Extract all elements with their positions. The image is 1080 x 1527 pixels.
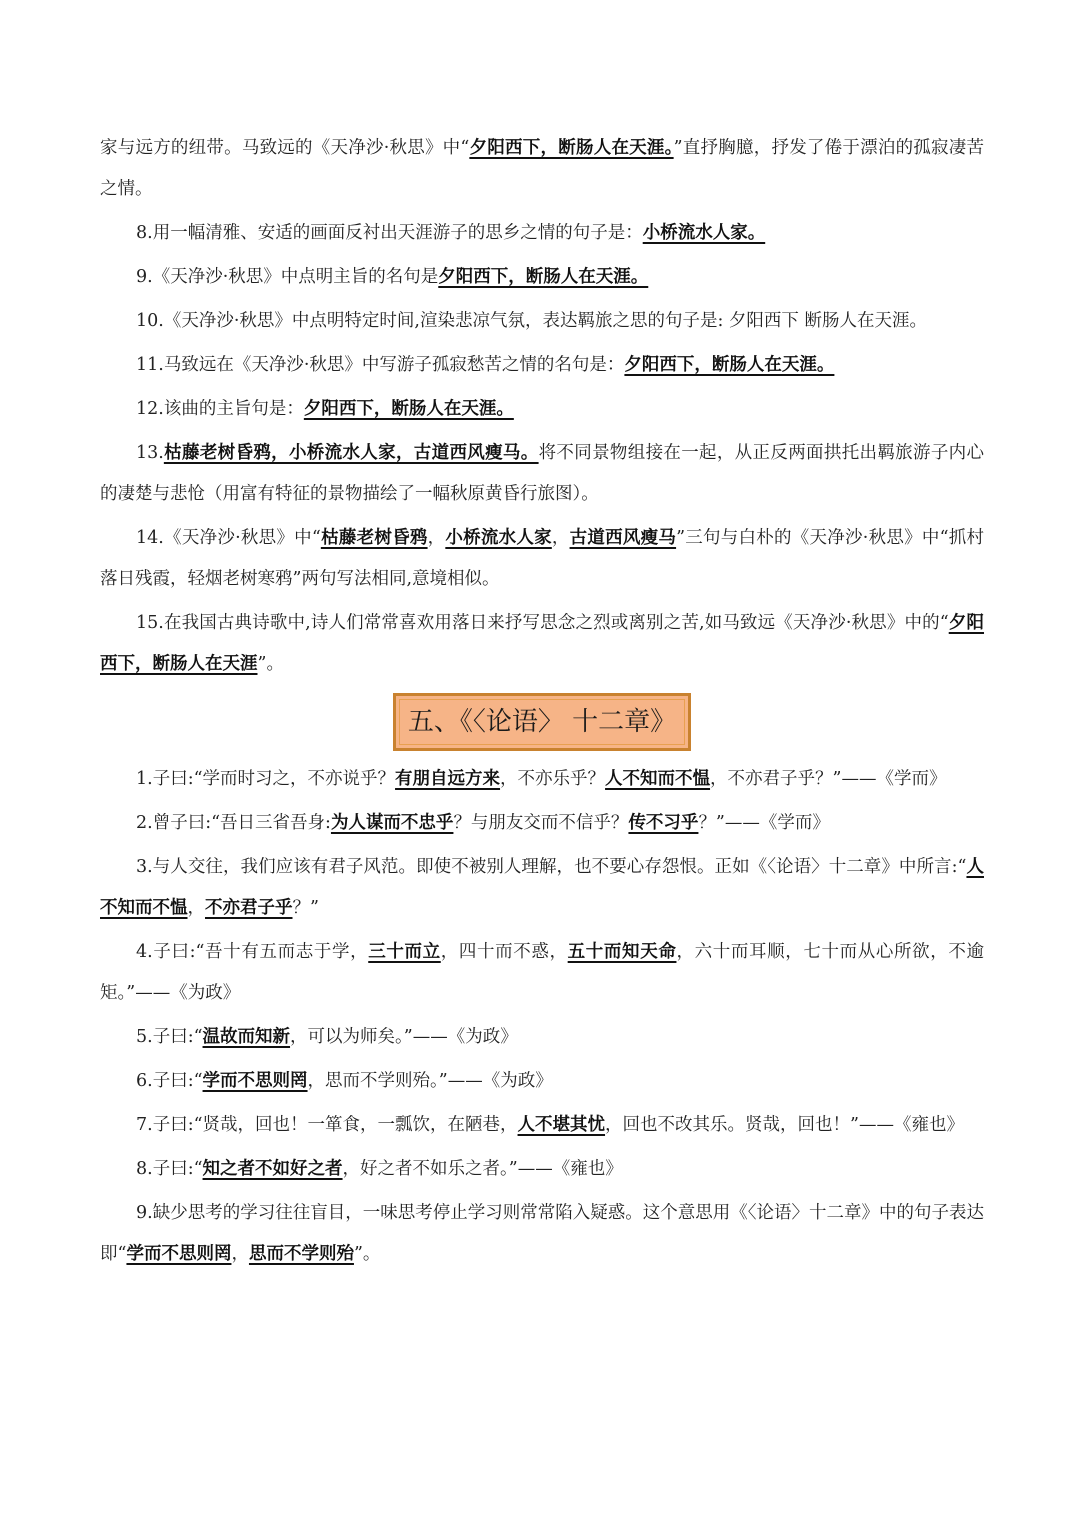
- body-text: ，思而不学则殆。”——《为政》: [307, 1071, 553, 1091]
- body-text: 11.马致远在《天净沙·秋思》中写游子孤寂愁苦之情的名句是：: [136, 355, 625, 375]
- body-text: ？”: [292, 898, 319, 918]
- list-item: [100, 932, 984, 1014]
- body-text: ，不亦乐乎？: [500, 769, 606, 789]
- answer-text: 温故而知新: [202, 1027, 291, 1047]
- body-text: ”。: [257, 654, 284, 674]
- list-item: [100, 128, 984, 210]
- list-item: [100, 257, 984, 298]
- body-text: 5.子曰:“: [136, 1027, 203, 1047]
- answer-text: 枯藤老树昏鸦，小桥流水人家，古道西风瘦马。: [163, 443, 539, 463]
- answer-text: 人不堪其忧: [517, 1115, 606, 1135]
- list-item: [100, 213, 984, 254]
- list-item: [100, 433, 984, 515]
- body-text: ，不亦君子乎？”——《学而》: [710, 769, 947, 789]
- answer-text: 思而不学则殆: [248, 1244, 354, 1264]
- list-item: [100, 1149, 984, 1190]
- list-item: [100, 345, 984, 386]
- body-text: 13.: [136, 443, 164, 463]
- body-text: 9.缺少思考的学习往往盲目，一味思考停止学习则常常陷入疑惑。这个意思用《〈论语〉十二章》中的句子表达即“: [100, 1203, 984, 1264]
- body-text: ，: [551, 528, 570, 548]
- body-text: ，: [427, 528, 446, 548]
- section-heading-wrap: [100, 693, 984, 753]
- body-text: 2.曾子曰:“吾日三省吾身:: [136, 813, 331, 833]
- answer-text: 知之者不如好之者: [202, 1159, 343, 1179]
- section-heading-lunyu: 五、《〈论语〉 十二章》: [393, 693, 691, 751]
- body-text: ”。: [353, 1244, 381, 1264]
- answer-text: 人不知而不愠: [100, 857, 984, 918]
- body-text: ？”——《学而》: [698, 813, 830, 833]
- body-text: 12.该曲的主旨句是：: [136, 399, 304, 419]
- body-text: ？与朋友交而不信乎？: [453, 813, 629, 833]
- body-text: 6.子曰:“: [136, 1071, 203, 1091]
- answer-text: 学而不思则罔: [202, 1071, 308, 1091]
- body-text: ”三句与白朴的《天净沙·秋思》中“抓村落日残霞，轻烟老树寒鸦”两句写法相同,意境相似。: [100, 528, 985, 589]
- answer-text: 夕阳西下，断肠人在天涯: [100, 613, 985, 674]
- answer-text: 为人谋而不忠乎: [330, 813, 454, 833]
- body-text: ，: [231, 1244, 249, 1264]
- body-text: ，好之者不如乐之者。”——《雍也》: [342, 1159, 623, 1179]
- answer-text: 人不知而不愠: [605, 769, 711, 789]
- list-item: [100, 1061, 984, 1102]
- list-item: [100, 759, 984, 800]
- body-text: 10.《天净沙·秋思》中点明特定时间,渲染悲凉气氛，表达羁旅之思的句子是: 夕阳西下 断肠人在天涯。: [136, 311, 927, 331]
- answer-text: 小桥流水人家: [445, 528, 552, 548]
- section-tianjingsha-list: [100, 128, 984, 685]
- body-text: ”直抒胸臆，抒发了倦于漂泊的孤寂凄苦之情。: [100, 138, 984, 199]
- answer-text: 有朋自远方来: [395, 769, 501, 789]
- list-item: [100, 1193, 984, 1275]
- body-text: 9.《天净沙·秋思》中点明主旨的名句是: [136, 267, 439, 287]
- body-text: 8.子曰:“: [136, 1159, 203, 1179]
- list-item: [100, 603, 984, 685]
- document-page: [100, 128, 984, 1275]
- list-item: [100, 1105, 984, 1146]
- answer-text: 五十而知天命: [567, 942, 677, 962]
- section-lunyu-list: [100, 759, 984, 1275]
- answer-text: 枯藤老树昏鸦: [320, 528, 428, 548]
- body-text: ，回也不改其乐。贤哉，回也！”——《雍也》: [605, 1115, 964, 1135]
- body-text: 14.《天净沙·秋思》中“: [136, 528, 321, 548]
- body-text: 1.子曰:“学而时习之，不亦说乎？: [136, 769, 396, 789]
- answer-text: 夕阳西下，断肠人在天涯。: [438, 267, 649, 287]
- list-item: [100, 803, 984, 844]
- list-item: [100, 847, 984, 929]
- answer-text: 夕阳西下，断肠人在天涯。: [624, 355, 835, 375]
- body-text: 8.用一幅清雅、安适的画面反衬出天涯游子的思乡之情的句子是：: [136, 223, 643, 243]
- body-text: 将不同景物组接在一起，从正反两面拱托出羁旅游子内心的凄楚与悲怆（用富有特征的景物描绘了一幅秋原黄昏行旅图）。: [100, 443, 984, 504]
- body-text: 7.子曰:“贤哉，回也！一箪食，一瓢饮，在陋巷，: [136, 1115, 518, 1135]
- answer-text: 学而不思则罔: [126, 1244, 232, 1264]
- answer-text: 夕阳西下，断肠人在天涯。: [469, 138, 674, 158]
- list-item: [100, 1017, 984, 1058]
- list-item: [100, 389, 984, 430]
- answer-text: 古道西风瘦马: [569, 528, 677, 548]
- body-text: 4.子曰:“吾十有五而志于学，: [136, 942, 369, 962]
- answer-text: 传不习乎: [628, 813, 699, 833]
- answer-text: 小桥流水人家。: [642, 223, 766, 243]
- body-text: 15.在我国古典诗歌中,诗人们常常喜欢用落日来抒写思念之烈或离别之苦,如马致远《天净沙·秋思》中的“: [136, 613, 949, 633]
- answer-text: 三十而立: [368, 942, 441, 962]
- body-text: 3.与人交往，我们应该有君子风范。即使不被别人理解，也不要心存怨恨。正如《〈论语〉十二章》中所言:“: [136, 857, 967, 877]
- body-text: ，四十而不惑，: [440, 942, 568, 962]
- list-item: [100, 518, 984, 600]
- list-item: [100, 301, 984, 342]
- answer-text: 夕阳西下，断肠人在天涯。: [303, 399, 514, 419]
- body-text: ，可以为师矣。”——《为政》: [290, 1027, 518, 1047]
- answer-text: 不亦君子乎: [205, 898, 293, 918]
- body-text: ，六十而耳顺，七十而从心所欲，不逾矩。”——《为政》: [100, 942, 985, 1003]
- body-text: 家与远方的纽带。马致远的《天净沙·秋思》中“: [100, 138, 470, 158]
- body-text: ，: [187, 898, 205, 918]
